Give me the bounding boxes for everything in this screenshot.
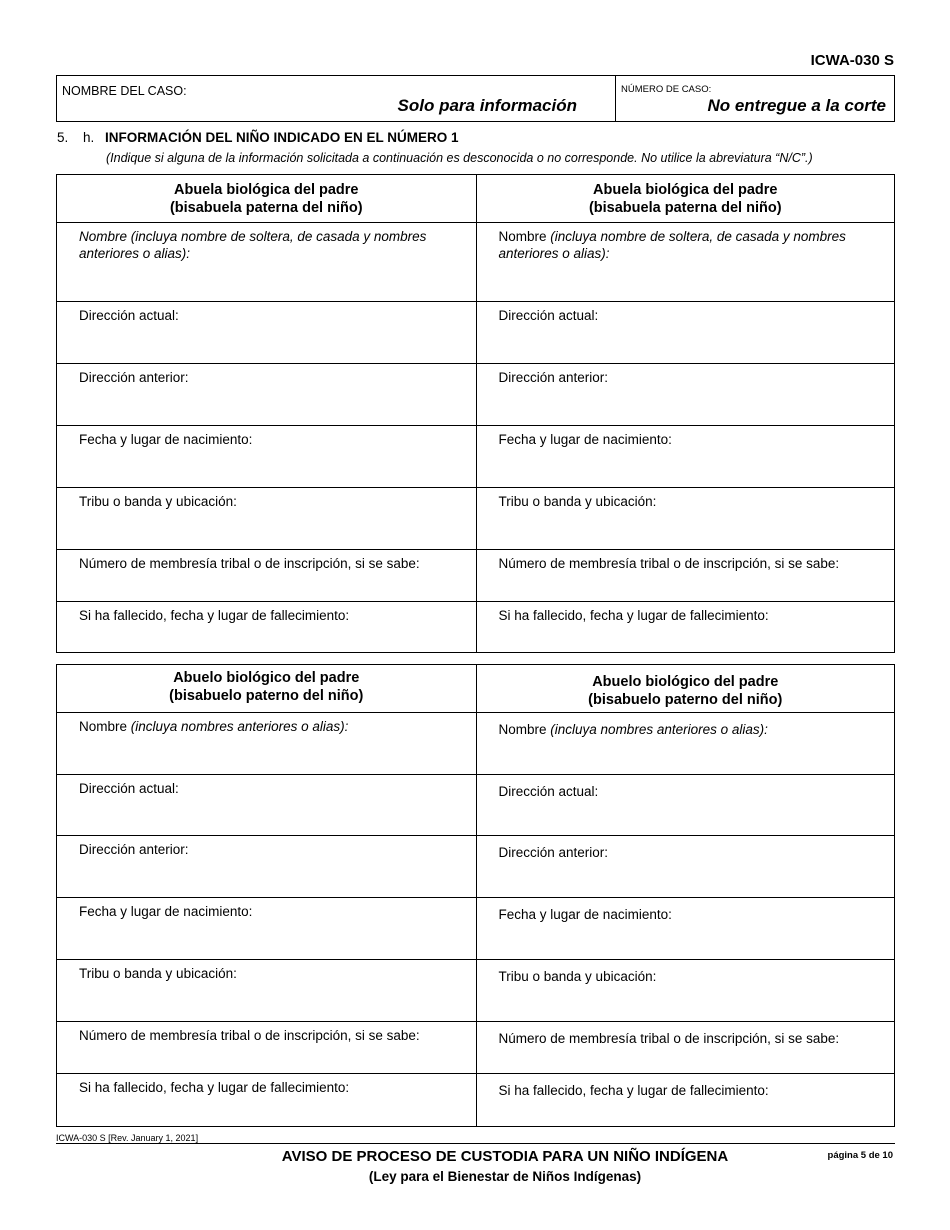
grandmother-header-right	[477, 175, 895, 223]
field-label: Tribu o banda y ubicación:	[498, 969, 657, 984]
field-label: Si ha fallecido, fecha y lugar de fallecimiento:	[79, 1080, 350, 1095]
header-line1: Abuela biológica del padre	[173, 181, 359, 198]
grandmother-header-left	[57, 175, 476, 223]
grandfather-column-right	[476, 665, 895, 1126]
field-label: Dirección actual:	[79, 781, 179, 796]
field-label: Dirección anterior:	[79, 842, 189, 857]
membership-field[interactable]	[477, 1022, 895, 1074]
name-field[interactable]	[477, 223, 895, 302]
field-label: Si ha fallecido, fecha y lugar de fallecimiento:	[498, 1083, 769, 1098]
grandfather-header-right	[477, 665, 895, 713]
field-label: Si ha fallecido, fecha y lugar de fallecimiento:	[79, 608, 350, 623]
birth-field[interactable]	[477, 898, 895, 960]
deceased-field[interactable]	[57, 1074, 476, 1126]
previous-address-field[interactable]	[477, 364, 895, 426]
form-id: ICWA-030 S	[810, 52, 894, 69]
field-label: Fecha y lugar de nacimiento:	[498, 432, 672, 447]
previous-address-field[interactable]	[57, 836, 476, 898]
deceased-field[interactable]	[477, 602, 895, 652]
name-field[interactable]	[57, 713, 476, 775]
name-label: Nombre	[498, 722, 547, 737]
grandmother-table	[56, 174, 895, 653]
tribe-field[interactable]	[477, 960, 895, 1022]
field-label: Si ha fallecido, fecha y lugar de fallecimiento:	[498, 608, 769, 623]
section-title: INFORMACIÓN DEL NIÑO INDICADO EN EL NÚMERO 1	[105, 130, 459, 145]
field-label: Número de membresía tribal o de inscripción, si se sabe:	[498, 556, 840, 571]
field-label: Dirección actual:	[498, 784, 599, 799]
section-instruction: (Indique si alguna de la información solicitada a continuación es desconocida o no corresponde. No utilice la abreviatura “N/C”.)	[106, 151, 813, 165]
birth-field[interactable]	[57, 898, 476, 960]
case-name-label: NOMBRE DEL CASO:	[62, 84, 187, 98]
birth-field[interactable]	[477, 426, 895, 488]
name-label: Nombre	[498, 229, 547, 244]
deceased-field[interactable]	[477, 1074, 895, 1126]
section-letter: h.	[83, 130, 95, 145]
footer-subtitle: (Ley para el Bienestar de Niños Indígenas)	[368, 1169, 642, 1184]
grandfather-column-left	[57, 665, 476, 1126]
current-address-field[interactable]	[477, 302, 895, 364]
name-field[interactable]	[477, 713, 895, 775]
field-label: Número de membresía tribal o de inscripción, si se sabe:	[79, 1028, 420, 1043]
header-line1: Abuelo biológico del padre	[592, 673, 779, 690]
name-label: Nombre	[79, 229, 128, 244]
field-label: Fecha y lugar de nacimiento:	[498, 907, 672, 922]
header-line2: (bisabuelo paterno del niño)	[588, 691, 783, 708]
field-label: Tribu o banda y ubicación:	[498, 494, 657, 509]
footer-title: AVISO DE PROCESO DE CUSTODIA PARA UN NIÑO INDÍGENA	[281, 1148, 729, 1165]
section-number: 5.	[57, 130, 69, 145]
name-hint: (incluya nombre de soltera, de casada y nombres anteriores o alias):	[79, 229, 427, 261]
previous-address-field[interactable]	[477, 836, 895, 898]
header-line2: (bisabuela paterna del niño)	[588, 199, 782, 216]
field-label: Tribu o banda y ubicación:	[79, 494, 237, 509]
name-hint: (incluya nombres anteriores o alias):	[550, 722, 768, 737]
birth-field[interactable]	[57, 426, 476, 488]
case-number-value[interactable]: No entregue a la corte	[707, 96, 886, 115]
current-address-field[interactable]	[57, 302, 476, 364]
membership-field[interactable]	[57, 1022, 476, 1074]
tribe-field[interactable]	[57, 960, 476, 1022]
current-address-field[interactable]	[57, 775, 476, 836]
field-label: Dirección actual:	[498, 308, 599, 323]
name-label: Nombre	[79, 719, 128, 734]
section-heading	[57, 130, 459, 145]
header-line2: (bisabuela paterna del niño)	[169, 199, 363, 216]
footer-page-number: página 5 de 10	[827, 1150, 893, 1161]
tribe-field[interactable]	[477, 488, 895, 550]
field-label: Dirección anterior:	[498, 370, 609, 385]
field-label: Fecha y lugar de nacimiento:	[79, 432, 253, 447]
field-label: Número de membresía tribal o de inscripción, si se sabe:	[79, 556, 420, 571]
field-label: Dirección actual:	[79, 308, 179, 323]
field-label: Dirección anterior:	[498, 845, 609, 860]
header-line1: Abuela biológica del padre	[592, 181, 778, 198]
footer-revision: ICWA-030 S [Rev. January 1, 2021]	[56, 1133, 199, 1143]
case-number-label: NÚMERO DE CASO:	[621, 84, 712, 95]
case-header	[56, 75, 895, 122]
name-field[interactable]	[57, 223, 476, 302]
case-number-box	[616, 76, 894, 121]
field-label: Dirección anterior:	[79, 370, 189, 385]
current-address-field[interactable]	[477, 775, 895, 836]
membership-field[interactable]	[57, 550, 476, 602]
name-hint: (incluya nombres anteriores o alias):	[130, 719, 349, 734]
membership-field[interactable]	[477, 550, 895, 602]
case-name-value[interactable]: Solo para información	[397, 96, 577, 115]
footer-divider	[56, 1143, 895, 1144]
grandfather-header-left	[57, 665, 476, 713]
field-label: Número de membresía tribal o de inscripción, si se sabe:	[498, 1031, 840, 1046]
grandmother-column-left	[57, 175, 476, 652]
header-line1: Abuelo biológico del padre	[173, 669, 360, 686]
case-name-box	[57, 76, 616, 121]
field-label: Tribu o banda y ubicación:	[79, 966, 237, 981]
field-label: Fecha y lugar de nacimiento:	[79, 904, 253, 919]
header-line2: (bisabuelo paterno del niño)	[169, 687, 364, 704]
tribe-field[interactable]	[57, 488, 476, 550]
grandfather-table	[56, 664, 895, 1127]
deceased-field[interactable]	[57, 602, 476, 652]
previous-address-field[interactable]	[57, 364, 476, 426]
grandmother-column-right	[476, 175, 895, 652]
name-hint: (incluya nombre de soltera, de casada y nombres anteriores o alias):	[498, 229, 846, 261]
